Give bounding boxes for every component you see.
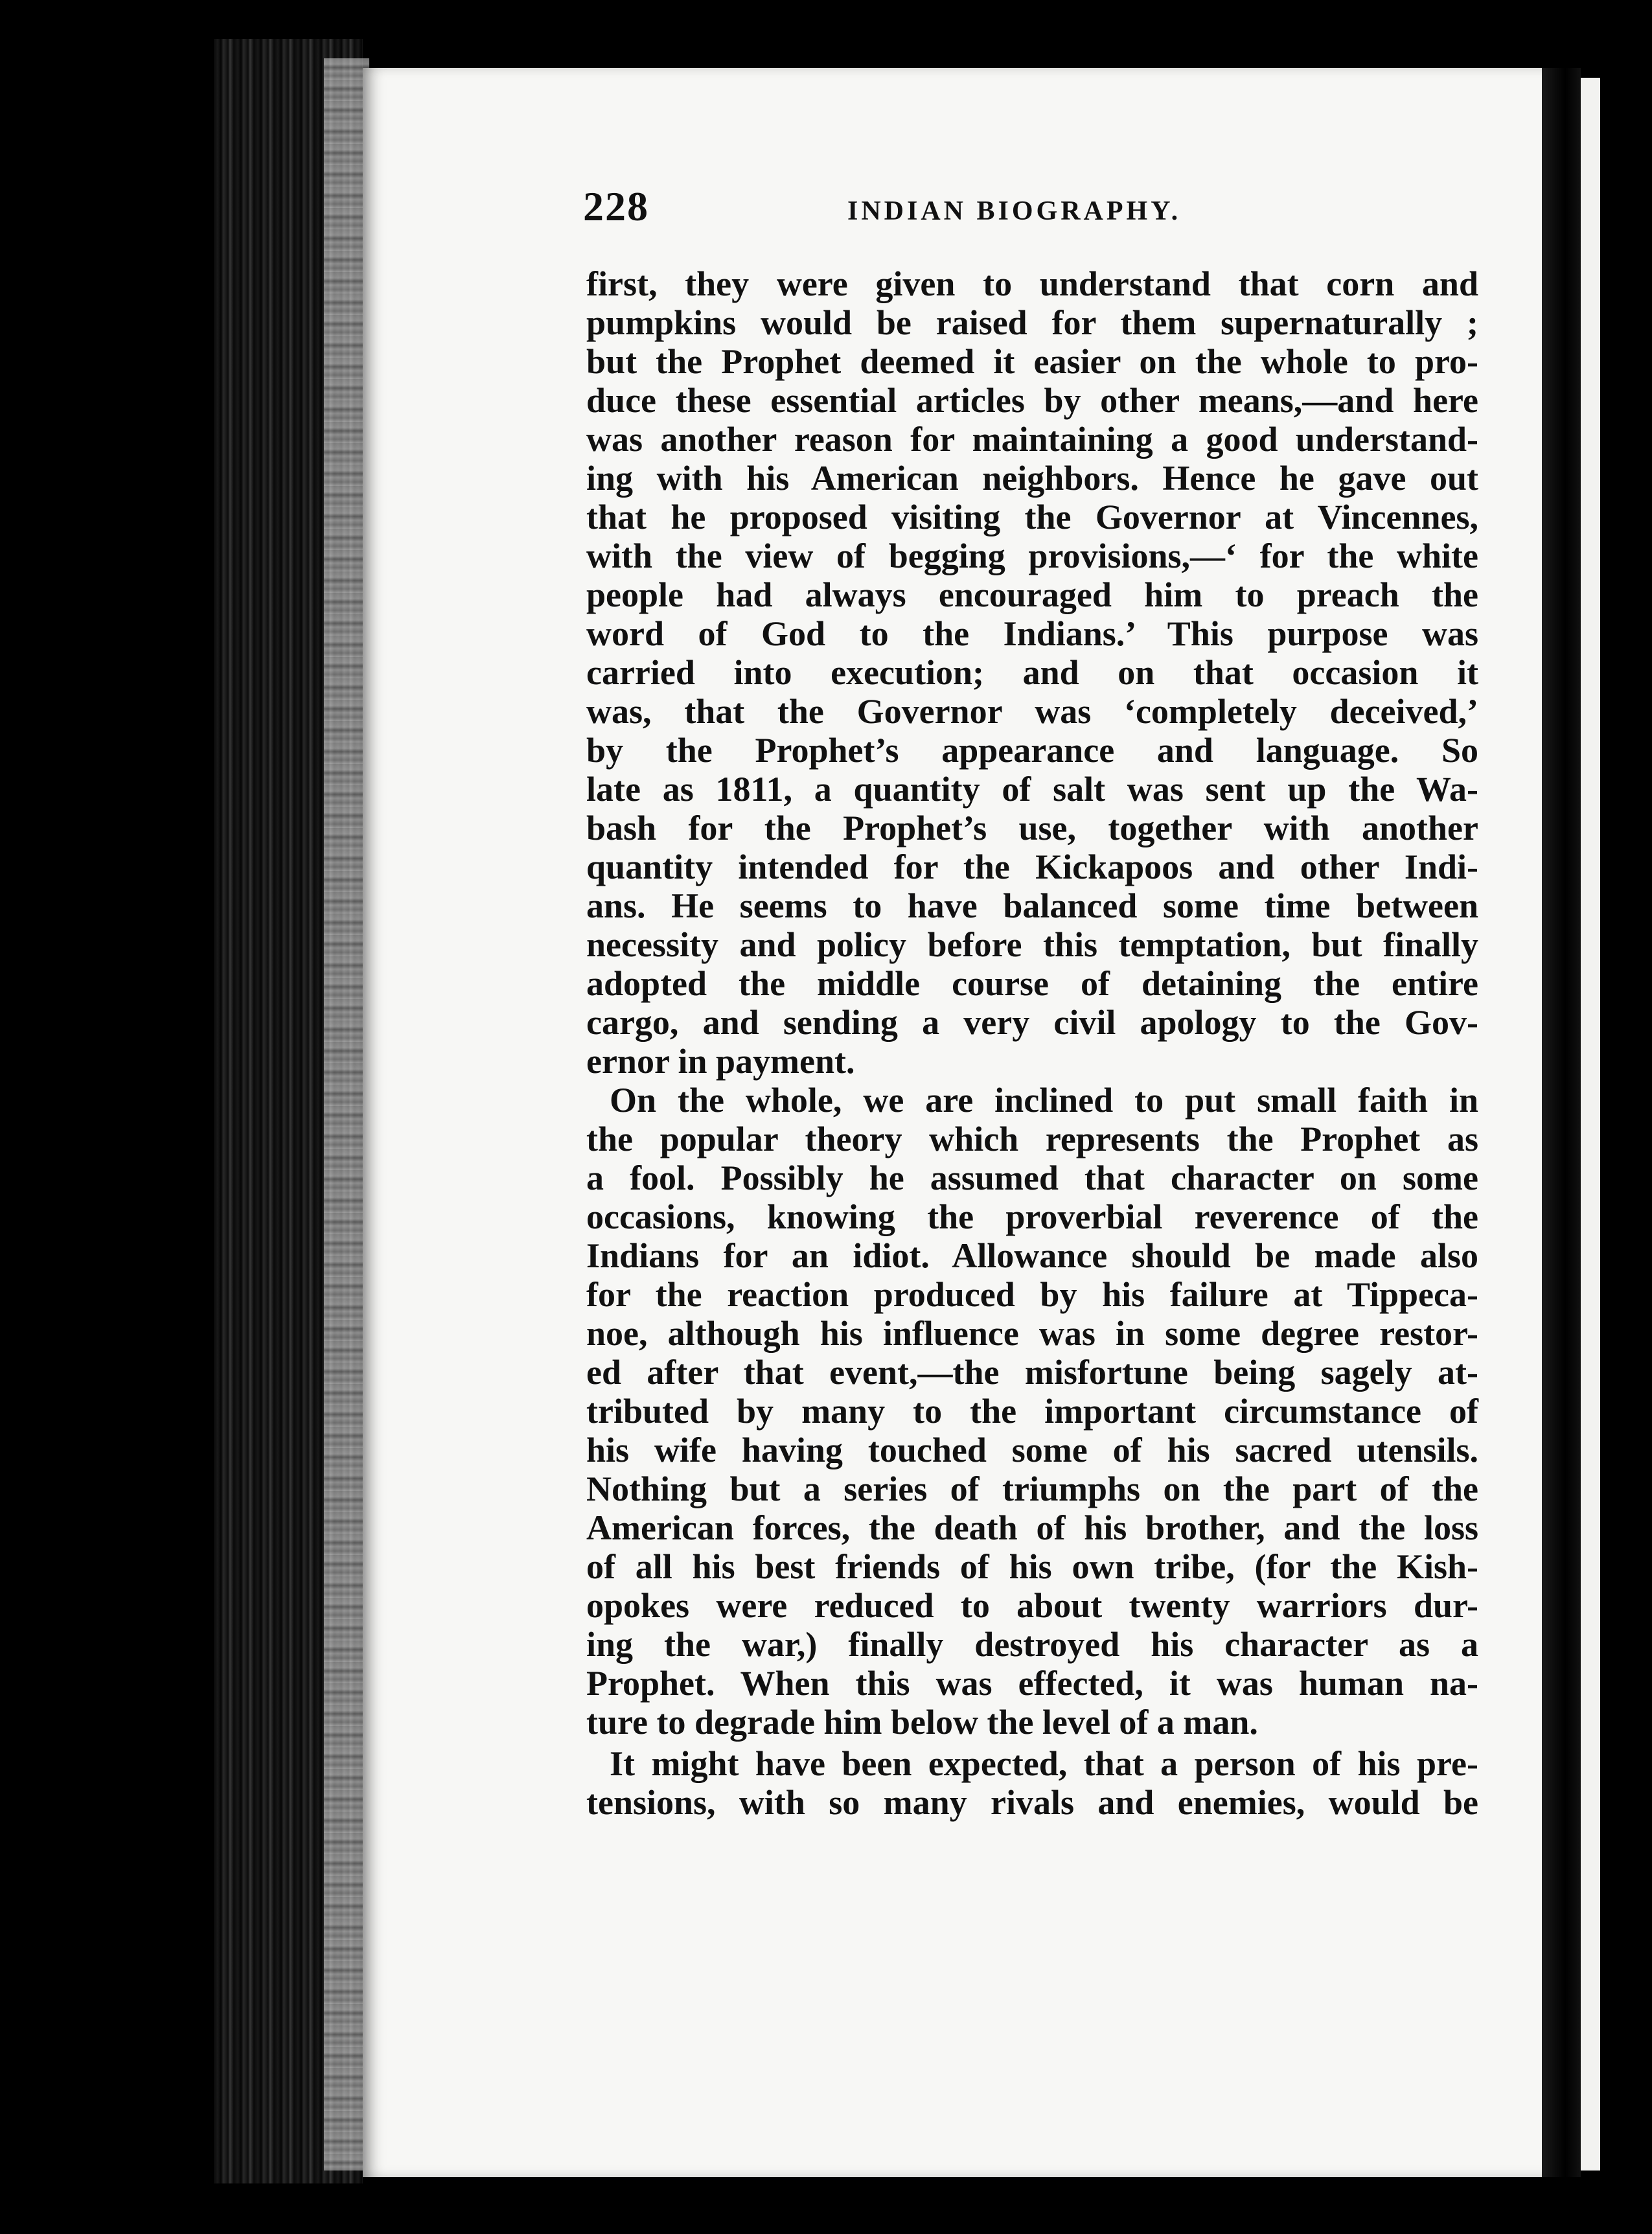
text-line: ans. He seems to have balanced some time between: [586, 886, 1478, 925]
text-line: Prophet. When this was effected, it was human na-: [586, 1664, 1478, 1703]
text-line: ing with his American neighbors. Hence he gave out: [586, 459, 1478, 498]
running-title: INDIAN BIOGRAPHY.: [847, 196, 1182, 226]
text-line: pumpkins would be raised for them supernaturally ;: [586, 303, 1478, 342]
text-line: cargo, and sending a very civil apology to the Gov-: [586, 1003, 1478, 1042]
text-line: Nothing but a series of triumphs on the part of the: [586, 1469, 1478, 1508]
text-line: was, that the Governor was ‘completely deceived,’: [586, 692, 1478, 731]
text-line: people had always encouraged him to preach the: [586, 575, 1478, 614]
text-line: Indians for an idiot. Allowance should be made also: [586, 1236, 1478, 1275]
text-line: ture to degrade him below the level of a man.: [586, 1703, 1258, 1742]
text-line: noe, although his influence was in some degree restor-: [586, 1314, 1478, 1353]
text-line: first, they were given to understand that corn and: [586, 264, 1478, 303]
text-line: It might have been expected, that a person of his pre-: [610, 1744, 1478, 1783]
text-line: carried into execution; and on that occasion it: [586, 653, 1478, 692]
text-line: duce these essential articles by other means,—and here: [586, 381, 1478, 420]
right-margin-shadow: [1542, 68, 1581, 2177]
body-text: [586, 264, 1478, 1822]
text-line: American forces, the death of his brother, and the loss: [586, 1508, 1478, 1547]
facing-page-edge: [1581, 78, 1600, 2171]
text-line: was another reason for maintaining a good understand-: [586, 420, 1478, 459]
text-line: late as 1811, a quantity of salt was sent up the Wa-: [586, 770, 1478, 809]
text-line: of all his best friends of his own tribe, (for the Kish-: [586, 1547, 1478, 1586]
text-line: for the reaction produced by his failure at Tippeca-: [586, 1275, 1478, 1314]
text-line: occasions, knowing the proverbial reverence of the: [586, 1197, 1478, 1236]
text-line: quantity intended for the Kickapoos and other Indi-: [586, 847, 1478, 886]
text-line: ing the war,) finally destroyed his character as a: [586, 1625, 1478, 1664]
text-line: but the Prophet deemed it easier on the whole to pro-: [586, 342, 1478, 381]
text-line: by the Prophet’s appearance and language. So: [586, 731, 1478, 770]
text-line: the popular theory which represents the Prophet as: [586, 1120, 1478, 1158]
text-line: adopted the middle course of detaining the entire: [586, 964, 1478, 1003]
text-line: tributed by many to the important circumstance of: [586, 1392, 1478, 1431]
text-line: bash for the Prophet’s use, together with another: [586, 809, 1478, 847]
text-line: word of God to the Indians.’ This purpose was: [586, 614, 1478, 653]
running-header: [583, 183, 1231, 248]
text-line: opokes were reduced to about twenty warriors dur-: [586, 1586, 1478, 1625]
text-line: ernor in payment.: [586, 1042, 855, 1081]
text-line: On the whole, we are inclined to put small faith in: [610, 1081, 1478, 1120]
page-number: 228: [583, 183, 649, 229]
text-line: his wife having touched some of his sacred utensils.: [586, 1431, 1478, 1469]
text-line: tensions, with so many rivals and enemies, would be: [586, 1783, 1478, 1822]
text-line: necessity and policy before this temptation, but finally: [586, 925, 1478, 964]
text-line: a fool. Possibly he assumed that character on some: [586, 1158, 1478, 1197]
text-line: that he proposed visiting the Governor at Vincennes,: [586, 498, 1478, 536]
text-line: with the view of begging provisions,—‘ for the white: [586, 536, 1478, 575]
text-line: ed after that event,—the misfortune being sagely at-: [586, 1353, 1478, 1392]
